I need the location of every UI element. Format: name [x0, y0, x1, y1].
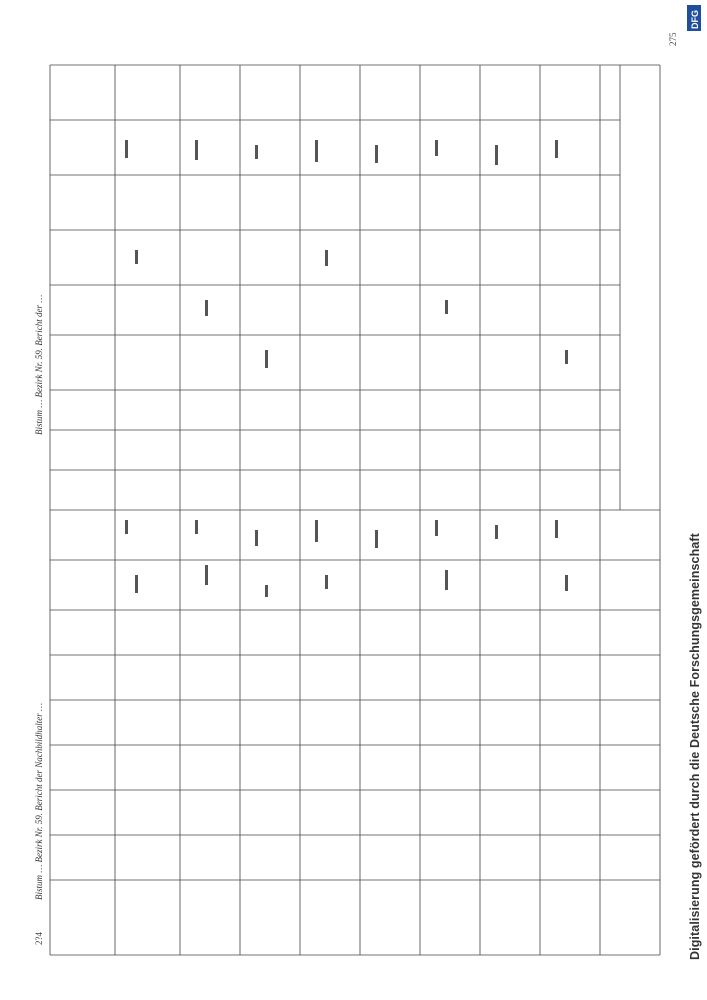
digitization-watermark: Digitalisierung gefördert durch die Deutsche Forschungsgemeinschaft — [688, 533, 702, 960]
dfg-logo-text: DFG — [690, 10, 700, 29]
table-title-right: Bistum … Bezirk Nr. 59. Bericht der … — [34, 294, 44, 435]
page-number-left: 2?4 — [34, 932, 44, 945]
table-title-left: Bistum … Bezirk Nr. 59. Bericht der Nachbildhalter … — [34, 703, 44, 900]
page-number-right: 275 — [668, 32, 678, 46]
